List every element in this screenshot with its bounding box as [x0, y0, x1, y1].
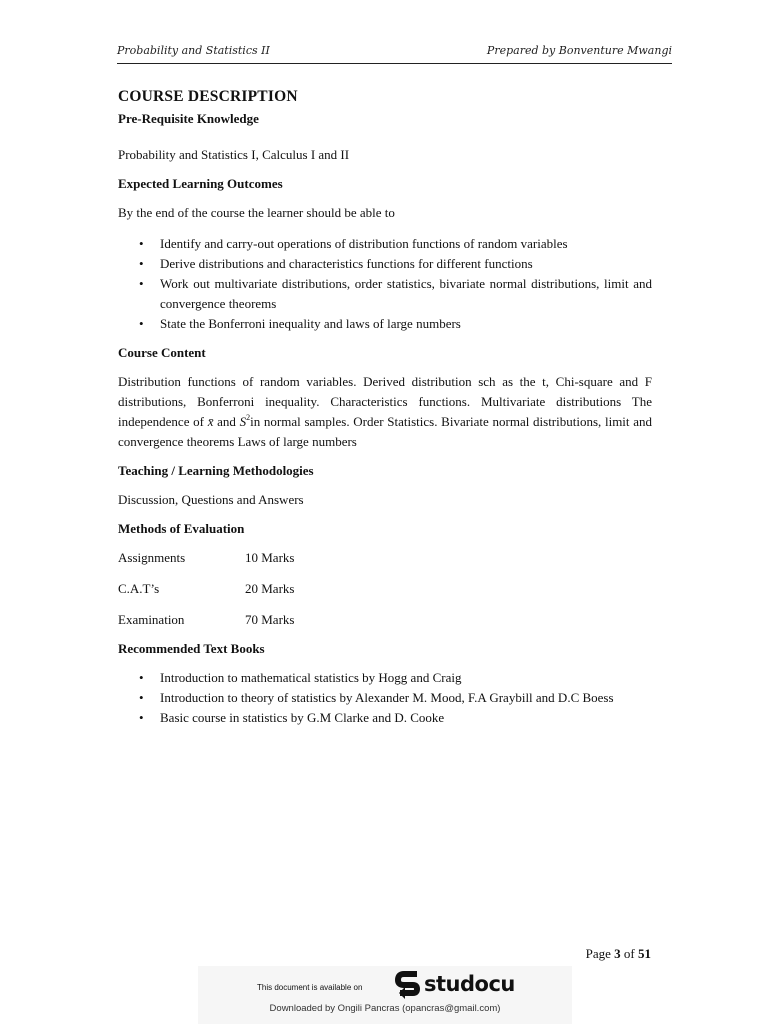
evaluation-item: Assignments: [118, 550, 186, 565]
books-heading: Recommended Text Books: [118, 641, 265, 656]
list-item: • State the Bonferroni inequality and laws of large numbers: [118, 314, 652, 334]
evaluation-marks: 10 Marks: [245, 550, 295, 565]
books-list: [118, 668, 652, 728]
page-of: of: [620, 946, 638, 961]
page-number: [586, 946, 651, 962]
content-and: and: [213, 414, 240, 429]
prereq-heading: Pre-Requisite Knowledge: [118, 111, 259, 126]
evaluation-marks: 20 Marks: [245, 581, 295, 596]
content-text-2: in normal samples. Order Statistics. Bivariate normal distributions, limit and convergence theorems Laws of large numbers: [118, 414, 652, 449]
outcomes-intro: By the end of the course the learner should be able to: [118, 205, 395, 220]
page-prefix: Page: [585, 946, 615, 961]
evaluation-row: [118, 579, 652, 599]
methods-text: Discussion, Questions and Answers: [118, 492, 304, 507]
outcomes-list: [118, 234, 652, 334]
s-symbol: S: [239, 414, 247, 429]
list-item: • Introduction to theory of statistics by Alexander M. Mood, F.A Graybill and D.C Boess: [118, 688, 652, 708]
available-text: This document is available on: [257, 983, 363, 992]
running-header-right: Prepared by Bonventure Mwangi: [486, 44, 672, 57]
content-paragraph: [118, 372, 652, 452]
list-item: • Introduction to mathematical statistics by Hogg and Craig: [118, 668, 652, 688]
list-item: • Basic course in statistics by G.M Clarke and D. Cooke: [118, 708, 652, 728]
evaluation-row: [118, 548, 652, 568]
evaluation-marks: 70 Marks: [245, 612, 295, 627]
content-text-1: Distribution functions of random variables. Derived distribution sch as the t, Chi-square and F distributions, Bonferroni inequality. Characteristics functions. Multivariate distributions The independence of: [118, 374, 652, 429]
evaluation-item: Examination: [118, 612, 185, 627]
studocu-banner[interactable]: [198, 966, 572, 1024]
studocu-logo-icon: [395, 970, 423, 1000]
x-bar-symbol: x̄: [207, 414, 214, 429]
running-header-left: Probability and Statistics II: [117, 44, 270, 57]
evaluation-heading: Methods of Evaluation: [118, 521, 245, 536]
page-current: 3: [614, 946, 621, 961]
downloaded-by-text: Downloaded by Ongili Pancras (opancras@gmail.com): [269, 1003, 501, 1014]
page-title: COURSE DESCRIPTION: [118, 88, 298, 105]
header-divider: [117, 63, 672, 64]
page-total: 51: [638, 946, 651, 961]
prereq-text: Probability and Statistics I, Calculus I and II: [118, 147, 350, 162]
content-heading: Course Content: [118, 345, 206, 360]
list-item: • Work out multivariate distributions, order statistics, bivariate normal distributions, limit and convergence theorems: [118, 274, 652, 314]
studocu-logo-text: studocu: [424, 972, 515, 996]
list-item: • Identify and carry-out operations of distribution functions of random variables: [118, 234, 652, 254]
list-item: • Derive distributions and characteristics functions for different functions: [118, 254, 652, 274]
page-content: [118, 88, 652, 739]
evaluation-item: C.A.T’s: [118, 581, 160, 596]
evaluation-row: [118, 610, 652, 630]
methods-heading: Teaching / Learning Methodologies: [118, 463, 314, 478]
outcomes-heading: Expected Learning Outcomes: [118, 176, 283, 191]
s-superscript: 2: [246, 413, 251, 422]
